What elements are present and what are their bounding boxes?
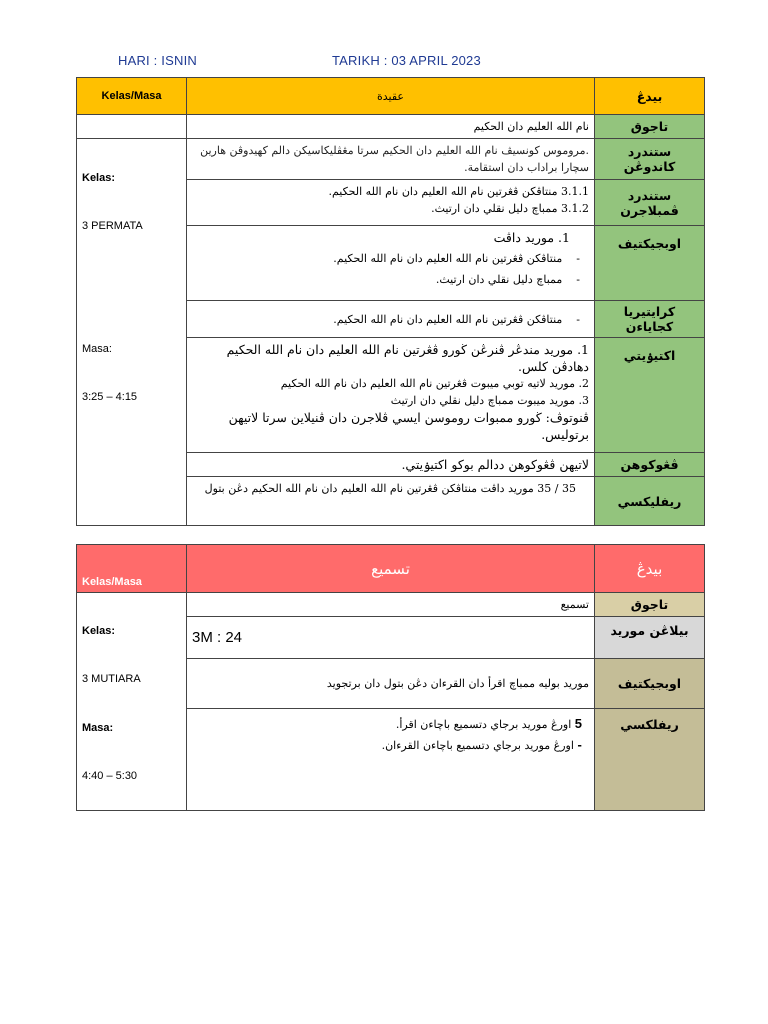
refleksi-line-1: 5 اورڠ موريد برجاي دتسميع باچاءن اقرأ. — [395, 716, 582, 731]
label-objektif: اوبجيكتيف — [595, 659, 705, 709]
col-bidang: بيدڠ — [595, 78, 705, 115]
row-tajuk — [77, 115, 705, 139]
date-header: TARIKH : 03 APRIL 2023 — [332, 53, 481, 68]
list-item: - منتاڤكن ڤڠرتين نام الله العليم دان نام الله الحكيم. — [333, 252, 580, 265]
lesson-plan-table-tasmik — [76, 544, 705, 811]
kelas-value: 3 PERMATA — [82, 220, 143, 232]
objektif-heading: 1. موريد داڤت — [493, 230, 570, 245]
day-header: HARI : ISNIN — [118, 53, 197, 68]
aktiviti-line-2: 2. موريد لاتيه توبي ميبوت ڤڠرتين نام الله العليم دان نام الله الحكيم — [280, 377, 589, 390]
table-header-row — [77, 545, 705, 593]
row-tajuk — [77, 593, 705, 617]
label-aktiviti: اكتيۏيتي — [595, 338, 705, 453]
kelas-label: Kelas: — [82, 625, 116, 637]
kelas-value: 3 MUTIARA — [82, 673, 141, 685]
label-objektif: اوبجيكتيف — [595, 226, 705, 301]
label-pengukuhan: ڤڠوكوهن — [595, 453, 705, 477]
kriteria-text: منتاڤكن ڤڠرتين نام الله العليم دان نام الله الحكيم. — [333, 312, 563, 326]
tajuk-text: نام الله العليم دان الحكيم — [187, 115, 595, 139]
masa-label: Masa: — [82, 343, 112, 355]
lesson-plan-table-aqidah — [76, 77, 705, 526]
col-kelas-masa: Kelas/Masa — [77, 545, 187, 593]
refleksi-text: 35 / 35 موريد داڤت منتاڤكن ڤڠرتين نام الله العليم دان نام الله الحكيم دڠن بتول — [187, 477, 595, 526]
bilangan-text: 3M : 24 — [187, 617, 595, 659]
label-standard-kandungan: ستندرد كاندوڠن — [595, 139, 705, 180]
col-bidang: بيدڠ — [595, 545, 705, 593]
label-tajuk: تاجوق — [595, 115, 705, 139]
aktiviti-cell — [187, 338, 595, 453]
col-subject: تسميع — [187, 545, 595, 593]
aktiviti-line-3: 3. موريد ميبوت ممباچ دليل نقلي دان ارتيث — [390, 394, 589, 407]
masa-value: 4:40 – 5:30 — [82, 770, 138, 782]
list-item: - ممباچ دليل نقلي دان ارتيث. — [435, 273, 580, 286]
objektif-cell — [187, 226, 595, 301]
label-bilangan-murid: بيلاڠن موريد — [595, 617, 705, 659]
sp-line-2: 3.1.2 ممباچ دليل نقلي دان ارتيث. — [431, 202, 589, 215]
sp-line-1: 3.1.1 منتاڤكن ڤڠرتين نام الله العليم دان نام الله الحكيم. — [328, 185, 589, 198]
masa-label: Masa: — [82, 722, 114, 734]
kriteria-cell: - منتاڤكن ڤڠرتين نام الله العليم دان نام الله الحكيم. — [187, 301, 595, 338]
row-standard-kandungan — [77, 139, 705, 180]
objektif-list — [192, 250, 580, 288]
masa-value: 3:25 – 4:15 — [82, 391, 138, 403]
table-header-row — [77, 78, 705, 115]
objektif-text: موريد بوليه ممباچ اقرأ دان القرءان دڠن بتول دان برتجويد — [187, 659, 595, 709]
kelas-masa-cell — [77, 139, 187, 526]
col-subject: عقيدة — [187, 78, 595, 115]
aktiviti-line-4: ڤنوتوڤ: ڬورو ممبوات روموسن ايسي ڤلاجرن دان ڤنيلاين سرتا لاتيهن برتوليس. — [228, 410, 589, 442]
refleksi-cell — [187, 709, 595, 811]
tajuk-text: تسميع — [187, 593, 595, 617]
kelas-masa-cell — [77, 593, 187, 811]
label-kriteria-kejayaan: كرايتيريا كجاياءن — [595, 301, 705, 338]
label-refleksi: ريفليكسي — [595, 477, 705, 526]
sp-cell — [187, 180, 595, 226]
col-kelas-masa: Kelas/Masa — [77, 78, 187, 115]
kelas-label: Kelas: — [82, 172, 116, 184]
label-refleksi: ريفلكسي — [595, 709, 705, 811]
refleksi-line-2: - اورڠ موريد برجاي دتسميع باچاءن القرءان. — [381, 739, 582, 752]
pengukuhan-text: لاتيهن ڤڠوكوهن ددالم بوكو اكتيۏيتي. — [187, 453, 595, 477]
label-standard-pembelajaran: ستندرد ڤمبلاجرن — [595, 180, 705, 226]
sk-text: .مروموس كونسيڤ نام الله العليم دان الحكيم سرتا مڠڤليكاسيكن دالم كهيدوڤن هارين سچارا براداب دان استقامة. — [187, 139, 595, 180]
aktiviti-line-1: 1. موريد مندڠر ڤنرڠن ڬورو ڤڠرتين نام الله العليم دان نام الله الحكيم دهادڤن كلس. — [226, 342, 589, 374]
label-tajuk: تاجوق — [595, 593, 705, 617]
